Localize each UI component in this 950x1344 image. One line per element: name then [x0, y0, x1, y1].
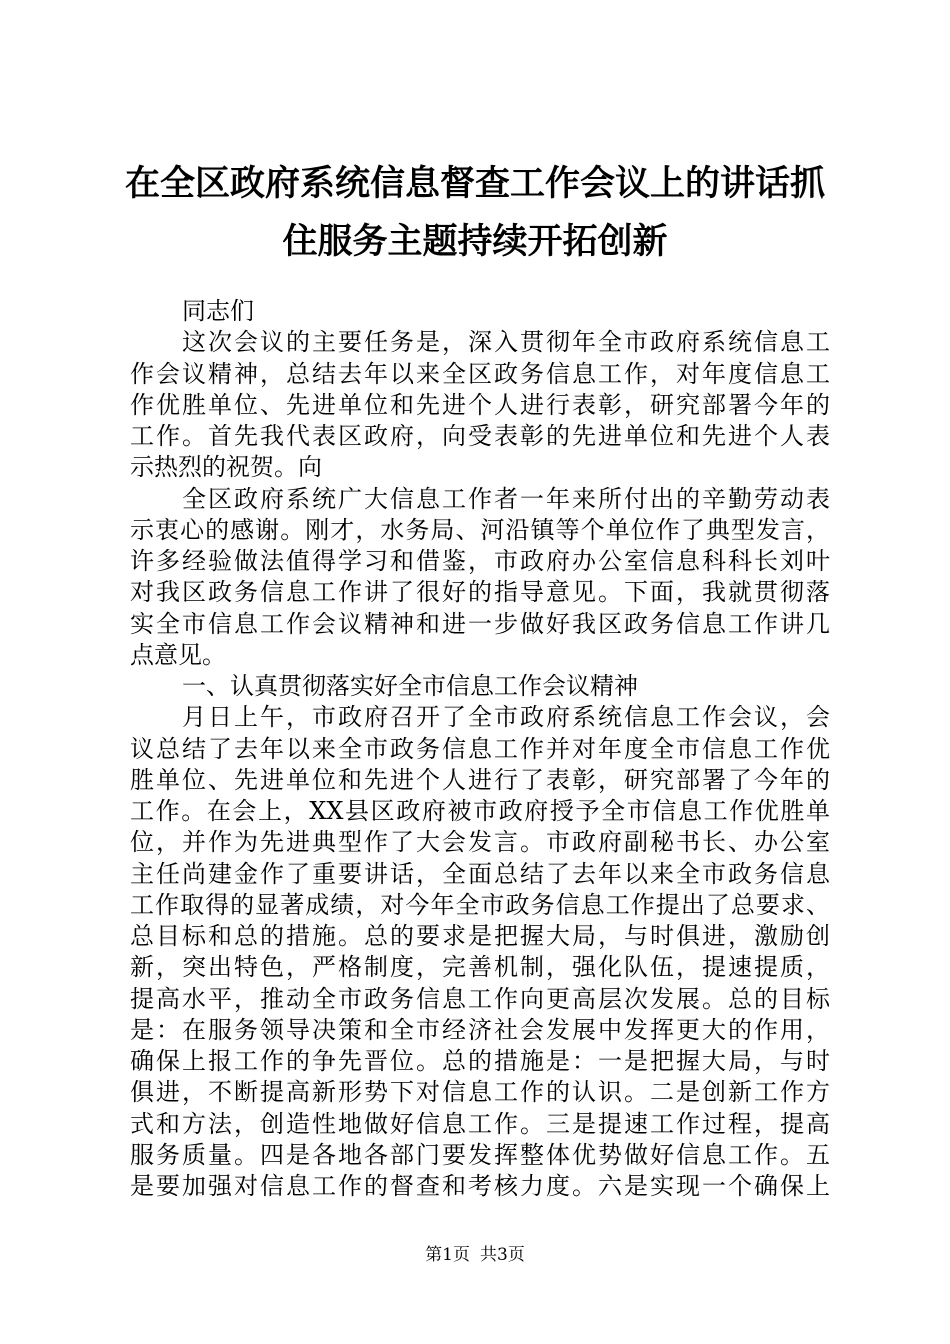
- paragraph-1-line: 示热烈的祝贺。向: [130, 453, 322, 482]
- document-body: [130, 296, 830, 1202]
- salutation: 同志们: [182, 297, 254, 325]
- document-title-line-2: 住服务主题持续开拓创新: [282, 221, 668, 262]
- paragraph-3-line: 提高水平，推动全市政务信息工作向更高层次发展。总的目标: [130, 984, 830, 1013]
- paragraph-3-line: 确保上报工作的争先晋位。总的措施是：一是把握大局，与时: [130, 1047, 830, 1075]
- paragraph-3-line: 工作。在会上，XX县区政府被市政府授予全市信息工作优胜单: [130, 797, 830, 825]
- paragraph-1-line: 作优胜单位、先进单位和先进个人进行表彰，研究部署今年的: [130, 390, 830, 419]
- paragraph-1-line: 工作。首先我代表区政府，向受表彰的先进单位和先进个人表: [130, 422, 830, 450]
- document-title-line-1: 在全区政府系统信息督查工作会议上的讲话抓: [124, 163, 825, 204]
- paragraph-2-line: 点意见。: [130, 640, 226, 669]
- section-heading-1: 一、认真贯彻落实好全市信息工作会议精神: [182, 672, 638, 700]
- paragraph-3-line: 服务质量。四是各地各部门要发挥整体优势做好信息工作。五: [130, 1140, 830, 1169]
- paragraph-3-line: 式和方法，创造性地做好信息工作。三是提速工作过程，提高: [130, 1109, 830, 1138]
- page-footer: [0, 1244, 950, 1266]
- paragraph-3-line: 议总结了去年以来全市政务信息工作并对年度全市信息工作优: [130, 734, 830, 763]
- paragraph-2-line: 对我区政务信息工作讲了很好的指导意见。下面，我就贯彻落: [130, 578, 830, 607]
- paragraph-3-line: 工作取得的显著成绩，对今年全市政务信息工作提出了总要求、: [130, 890, 830, 919]
- paragraph-3-line: 新，突出特色，严格制度，完善机制，强化队伍，提速提质，: [130, 953, 830, 982]
- paragraph-3-line: 胜单位、先进单位和先进个人进行了表彰，研究部署了今年的: [130, 765, 830, 794]
- paragraph-3-line: 月日上午，市政府召开了全市政府系统信息工作会议，会: [182, 703, 830, 732]
- paragraph-3-line: 位，并作为先进典型作了大会发言。市政府副秘书长、办公室: [130, 828, 830, 857]
- paragraph-2-line: 全区政府系统广大信息工作者一年来所付出的辛勤劳动表: [182, 484, 830, 513]
- paragraph-3-line: 是：在服务领导决策和全市经济社会发展中发挥更大的作用，: [130, 1015, 830, 1044]
- paragraph-1-line: 这次会议的主要任务是，深入贯彻年全市政府系统信息工: [182, 328, 830, 357]
- paragraph-2-line: 实全市信息工作会议精神和进一步做好我区政务信息工作讲几: [130, 609, 830, 638]
- paragraph-3-line: 主任尚建金作了重要讲话，全面总结了去年以来全市政务信息: [130, 859, 830, 888]
- paragraph-2-line: 示衷心的感谢。刚才，水务局、河沿镇等个单位作了典型发言，: [130, 515, 830, 544]
- page-number: 第1页: [425, 1245, 470, 1265]
- page-total: 共3页: [480, 1245, 525, 1265]
- paragraph-1-line: 作会议精神，总结去年以来全区政务信息工作，对年度信息工: [130, 359, 830, 388]
- paragraph-3-line: 是要加强对信息工作的督查和考核力度。六是实现一个确保上: [130, 1172, 830, 1200]
- paragraph-3-line: 俱进，不断提高新形势下对信息工作的认识。二是创新工作方: [130, 1078, 830, 1107]
- paragraph-3-line: 总目标和总的措施。总的要求是把握大局，与时俱进，激励创: [130, 922, 830, 950]
- paragraph-2-line: 许多经验做法值得学习和借鉴，市政府办公室信息科科长刘叶: [130, 547, 830, 575]
